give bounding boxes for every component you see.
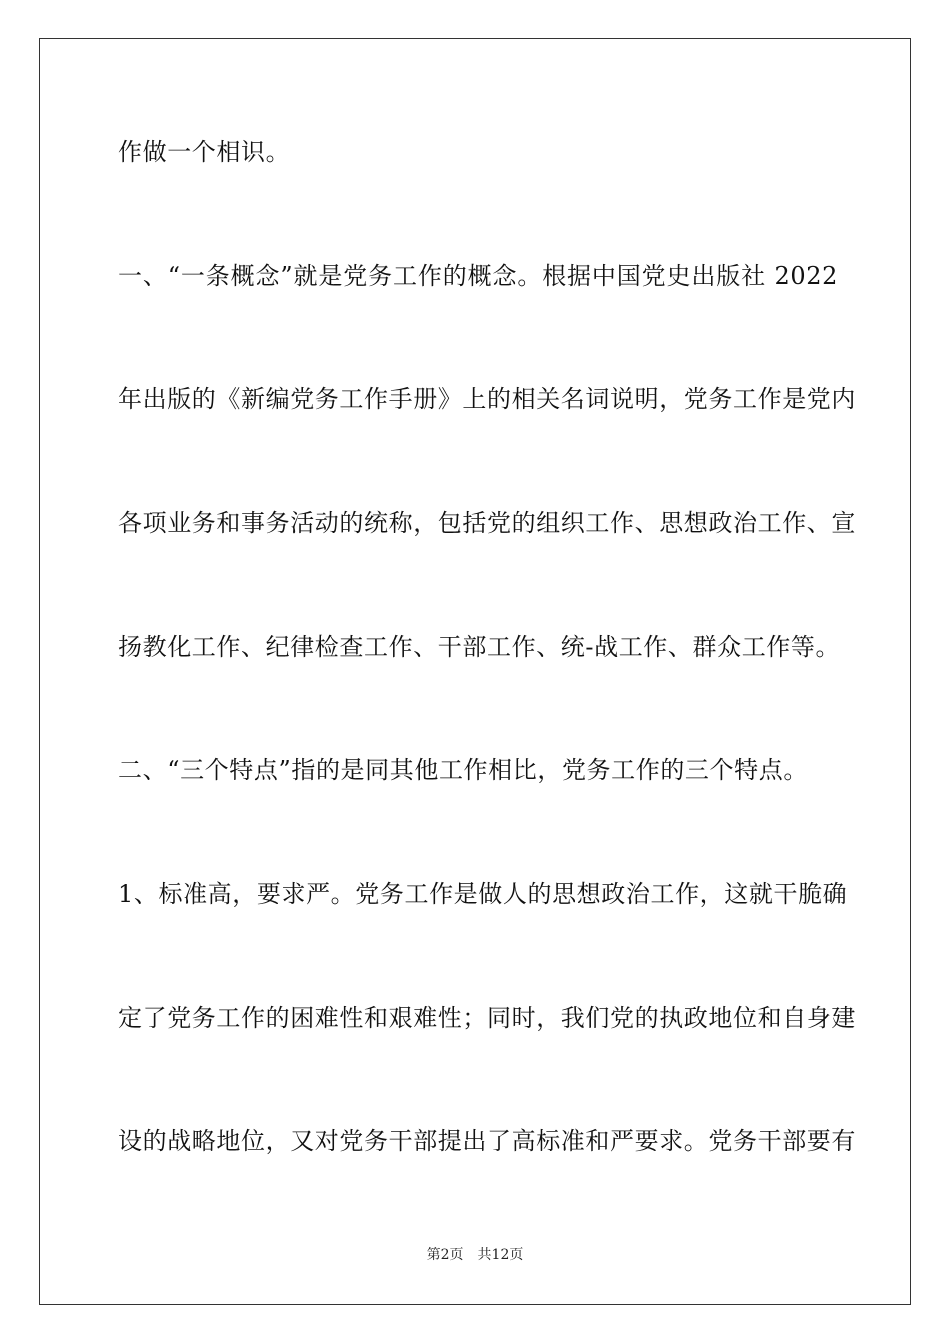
paragraph-line-9: 设的战略地位，又对党务干部提出了高标准和严要求。党务干部要有 [118, 1127, 856, 1155]
paragraph-line-2: 一、“一条概念”就是党务工作的概念。根据中国党史出版社 2022 [118, 262, 838, 290]
page-footer [0, 1246, 950, 1264]
page-border [39, 38, 911, 1305]
paragraph-line-5: 扬教化工作、纪律检查工作、干部工作、统-战工作、群众工作等。 [118, 633, 841, 661]
paragraph-line-1: 作做一个相识。 [118, 138, 291, 166]
page-total: 共12页 [477, 1247, 524, 1263]
paragraph-line-4: 各项业务和事务活动的统称，包括党的组织工作、思想政治工作、宣 [118, 509, 856, 537]
paragraph-line-3: 年出版的《新编党务工作手册》上的相关名词说明，党务工作是党内 [118, 385, 856, 413]
paragraph-line-7: 1、标准高，要求严。党务工作是做人的思想政治工作，这就干脆确 [118, 880, 848, 908]
page-number: 第2页 [426, 1247, 464, 1263]
paragraph-line-8: 定了党务工作的困难性和艰难性；同时，我们党的执政地位和自身建 [118, 1004, 856, 1032]
paragraph-line-6: 二、“三个特点”指的是同其他工作相比，党务工作的三个特点。 [118, 756, 808, 784]
